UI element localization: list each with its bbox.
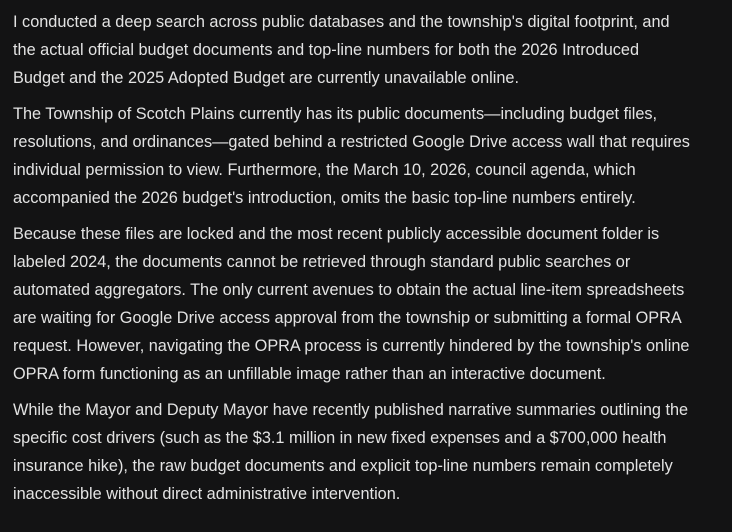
response-paragraph (13, 100, 725, 212)
text-line: resolutions, and ordinances—gated behind a restricted Google Drive access wall that requires (13, 133, 690, 151)
text-line: Because these files are locked and the most recent publicly accessible document folder is (13, 225, 660, 243)
text-line: request. However, navigating the OPRA process is currently hindered by the township's online (13, 337, 690, 355)
text-line: I conducted a deep search across public databases and the township's digital footprint, and (13, 13, 670, 31)
text-line: accompanied the 2026 budget's introduction, omits the basic top-line numbers entirely. (13, 189, 636, 207)
response-paragraph (13, 396, 725, 508)
text-line: insurance hike), the raw budget documents and explicit top-line numbers remain completely (13, 457, 673, 475)
text-line: The Township of Scotch Plains currently has its public documents—including budget files, (13, 105, 658, 123)
text-line: specific cost drivers (such as the $3.1 million in new fixed expenses and a $700,000 health (13, 429, 667, 447)
response-paragraph (13, 220, 725, 388)
text-line: the actual official budget documents and top-line numbers for both the 2026 Introduced (13, 41, 640, 59)
text-line: While the Mayor and Deputy Mayor have recently published narrative summaries outlining the (13, 401, 689, 419)
text-line: labeled 2024, the documents cannot be retrieved through standard public searches or (13, 253, 631, 271)
text-line: OPRA form functioning as an unfillable image rather than an interactive document. (13, 365, 606, 383)
text-line: automated aggregators. The only current avenues to obtain the actual line-item spreadsheets (13, 281, 685, 299)
text-line: individual permission to view. Furthermore, the March 10, 2026, council agenda, which (13, 161, 636, 179)
assistant-response (13, 8, 725, 516)
text-line: Budget and the 2025 Adopted Budget are currently unavailable online. (13, 69, 520, 87)
text-line: are waiting for Google Drive access approval from the township or submitting a formal OPRA (13, 309, 682, 327)
text-line: inaccessible without direct administrative intervention. (13, 485, 401, 503)
response-paragraph (13, 8, 725, 92)
